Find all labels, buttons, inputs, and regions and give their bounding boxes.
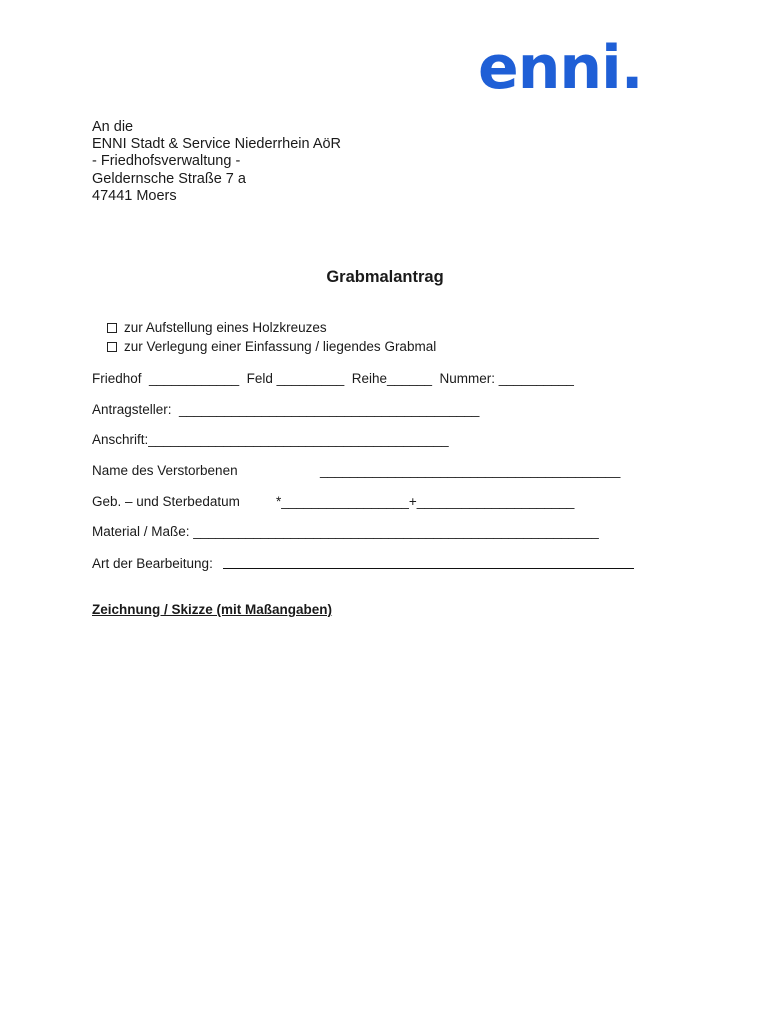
option-label: zur Aufstellung eines Holzkreuzes (124, 320, 327, 335)
verstorbene-label: Name des Verstorbenen (92, 463, 238, 478)
sketch-area[interactable] (92, 630, 678, 990)
friedhof-row[interactable]: Friedhof ____________ Feld _________ Reihe______ Nummer: __________ (92, 371, 574, 386)
anschrift-field[interactable]: Anschrift:________________________________________ (92, 432, 449, 447)
material-field[interactable]: Material / Maße: ______________________________________________________ (92, 524, 599, 539)
option-label: zur Verlegung einer Einfassung / liegendes Grabmal (124, 339, 437, 354)
option-einfassung[interactable] (92, 323, 436, 371)
enni-logo: enni. (478, 33, 643, 103)
address-line: 47441 Moers (92, 187, 177, 204)
checkbox-einfassung[interactable] (107, 342, 117, 352)
address-line: Geldernsche Straße 7 a (92, 170, 246, 187)
address-line: - Friedhofsverwaltung - (92, 153, 241, 170)
recipient-address (92, 119, 341, 205)
bearbeitung-field[interactable] (223, 568, 634, 569)
sketch-heading: Zeichnung / Skizze (mit Maßangaben) (92, 602, 333, 617)
page-title: Grabmalantrag (326, 268, 444, 286)
daten-label: Geb. – und Sterbedatum (92, 494, 240, 509)
verstorbene-field[interactable]: ________________________________________ (320, 463, 621, 478)
bearbeitung-label: Art der Bearbeitung: (92, 556, 213, 571)
address-line: An die (92, 119, 134, 135)
antragsteller-field[interactable]: Antragsteller: ________________________________________ (92, 402, 480, 417)
daten-field[interactable]: *_________________+_____________________ (276, 494, 575, 509)
address-line: ENNI Stadt & Service Niederrhein AöR (92, 136, 342, 153)
